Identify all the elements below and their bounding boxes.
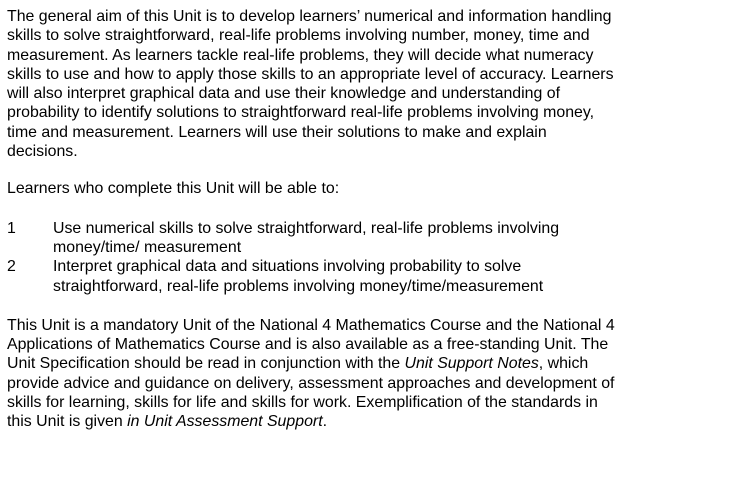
intro-line: measurement. As learners tackle real-life problems, they will decide what numeracy [7,46,594,64]
outcome-number: 2 [7,258,16,276]
intro-line: decisions. [7,143,78,161]
outcome-line: Interpret graphical data and situations involving probability to solve [53,258,522,276]
paragraph-spacer [7,161,735,179]
outcomes-list [7,219,735,296]
intro-line: skills to solve straightforward, real-life problems involving number, money, time and [7,27,590,45]
closing-line [7,354,735,373]
paragraph-spacer [7,296,735,316]
document-page [7,7,735,432]
intro-paragraph [7,7,735,161]
closing-line: provide advice and guidance on delivery, assessment approaches and development of [7,374,615,392]
closing-text: Unit Specification should be read in conjunction with the [7,355,405,373]
outcome-text [53,257,735,296]
intro-line: time and measurement. Learners will use their solutions to make and explain [7,123,547,141]
outcome-text [53,219,735,258]
intro-line: The general aim of this Unit is to develop learners’ numerical and information handling [7,8,612,25]
closing-paragraph [7,316,735,432]
closing-text: this Unit is given [7,413,128,431]
intro-line: skills to use and how to apply those skills to an appropriate level of accuracy. Learners [7,65,614,83]
paragraph-spacer [7,199,735,219]
closing-line: This Unit is a mandatory Unit of the National 4 Mathematics Course and the National 4 [7,316,615,334]
outcome-line: money/time/ measurement [53,238,242,256]
outcome-number: 1 [7,219,16,237]
unit-support-notes-reference: Unit Support Notes [404,355,539,373]
outcome-item [7,257,735,296]
outcome-line: Use numerical skills to solve straightforward, real-life problems involving [53,219,560,237]
outcome-item [7,219,735,258]
closing-text: , which [538,355,589,373]
closing-line: skills for learning, skills for life and skills for work. Exemplification of the standards in [7,394,598,412]
closing-line: Applications of Mathematics Course and is also available as a free-standing Unit. The [7,336,609,354]
closing-line [7,412,735,431]
intro-line: probability to identify solutions to straightforward real-life problems involving money, [7,104,595,122]
unit-assessment-support-reference: in Unit Assessment Support [127,413,323,431]
closing-text: . [322,413,328,431]
outcome-line: straightforward, real-life problems involving money/time/measurement [53,277,544,295]
outcomes-intro: Learners who complete this Unit will be able to: [7,180,340,198]
intro-line: will also interpret graphical data and use their knowledge and understanding of [7,85,560,103]
